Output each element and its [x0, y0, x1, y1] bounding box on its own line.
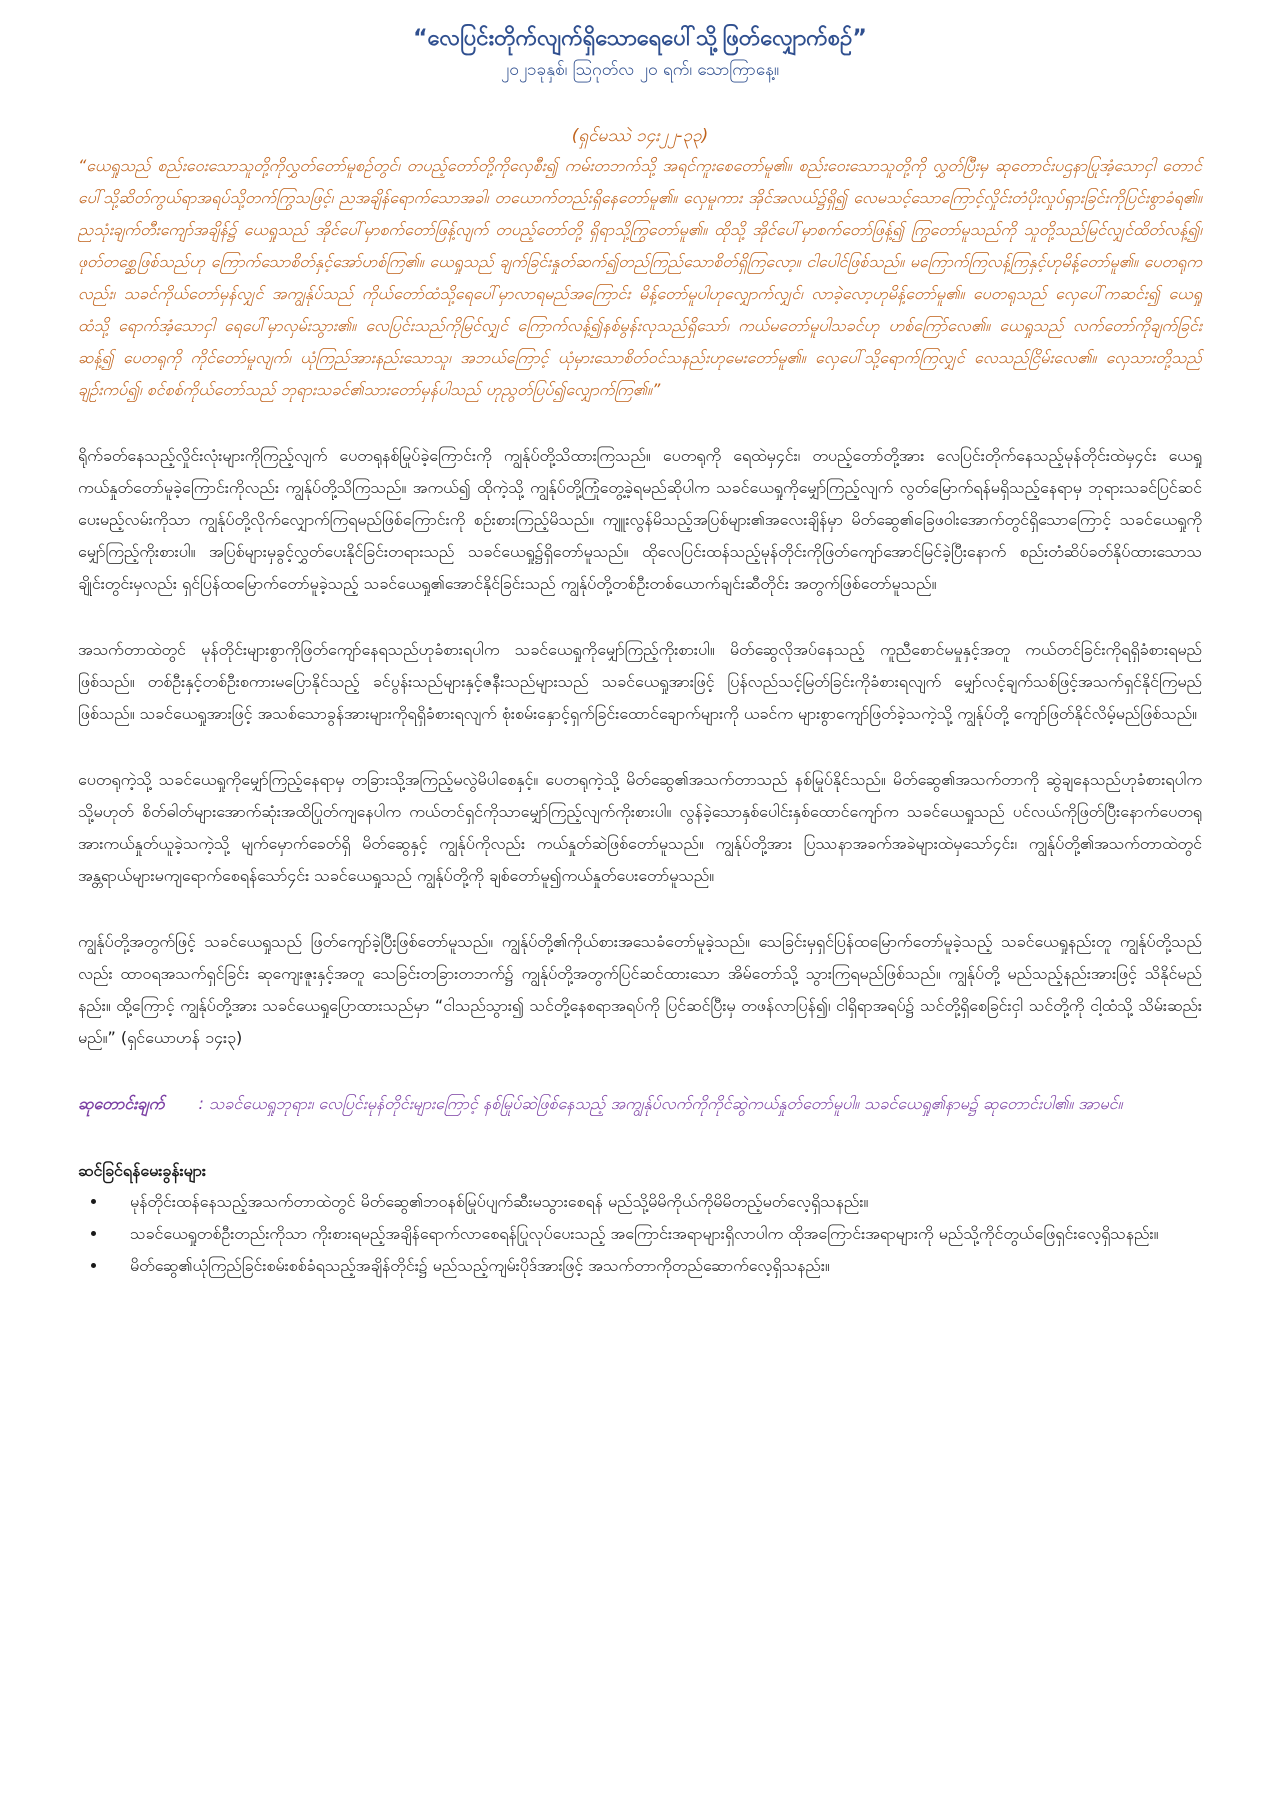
body-paragraph-4: ကျွန်ုပ်တို့အတွက်ဖြင့် သခင်ယေရှုသည် ဖြတ်ကျော်ခဲ့ပြီးဖြစ်တော်မူသည်။ ကျွန်ုပ်တို့၏ကိုယ်စားအသေခံတော်မူခဲ့သည်။ သေခြင်းမှရှင်ပြန်ထမြောက်တော်မူခဲ့သည့် သခင်ယေရှုနည်းတူ ကျွန်ုပ်တို့သည်လည်း ထာဝရအသက်ရှင်ခြင်း ဆုကျေးဇူးနှင့်အတူ သေခြင်းတခြားတဘက်၌ ကျွန်ုပ်တို့အတွက်ပြင်ဆင်ထားသော အိမ်တော်သို့ သွားကြရမည်ဖြစ်သည်။ ကျွန်ုပ်တို့ မည်သည့်နည်းအားဖြင့် သိနိုင်မည်နည်း။ ထို့ကြောင့် ကျွန်ုပ်တို့အား သခင်ယေရှုပြောထားသည်မှာ “ငါသည်သွား၍ သင်တို့နေစရာအရပ်ကို ပြင်ဆင်ပြီးမှ တဖန်လာပြန်၍၊ ငါရှိရာအရပ်၌ သင်တို့ရှိစေခြင်းငှါ သင်တို့ကို ငါ့ထံသို့ သိမ်းဆည်းမည်။” (ရှင်ယောဟန် ၁၄း၃): [78, 932, 1202, 1047]
body-paragraph-1: ရိုက်ခတ်နေသည့်လှိုင်းလုံးများကိုကြည့်လျက် ပေတရုနစ်မြုပ်ခဲ့ကြောင်းကို ကျွန်ုပ်တို့သိထားကြသည်။ ပေတရုကို ရေထဲမှ၄င်း၊ တပည့်တော်တို့အား လေပြင်းတိုက်နေသည့်မုန်တိုင်းထဲမှ၄င်း ယေရှုကယ်နှုတ်တော်မူခဲ့ကြောင်းကိုလည်း ကျွန်ုပ်တို့သိကြသည်။ အကယ်၍ ထိုကဲ့သို့ ကျွန်ုပ်တို့ကြုံတွေ့ခဲ့ရမည်ဆိုပါက သခင်ယေရှုကိုမျှော်ကြည့်လျက် လွတ်မြောက်ရန်မရှိသည့်နေရာမှ ဘုရားသခင်ပြင်ဆင်ပေးမည့်လမ်းကိုသာ ကျွန်ုပ်တို့လိုက်လျှောက်ကြရမည်ဖြစ်ကြောင်းကို စဉ်းစားကြည့်မိသည်။ ကျူးလွန်မိသည့်အပြစ်များ၏အလေးချိန်မှာ မိတ်ဆွေ၏ခြေဖဝါးအောက်တွင်ရှိသောကြောင့် သခင်ယေရှုကိုမျှော်ကြည့်ကိုးစားပါ။ အပြစ်များမှခွင့်လွှတ်ပေးနိုင်ခြင်းတရားသည် သခင်ယေရှု၌ရှိတော်မူသည်။ ထိုလေပြင်းထန်သည့်မုန်တိုင်းကိုဖြတ်ကျော်အောင်မြင်ခဲ့ပြီးနောက် စည်းတံဆိပ်ခတ်နိုပ်ထားသောသချိုင်းတွင်းမှလည်း ရှင်ပြန်ထမြောက်တော်မူခဲ့သည့် သခင်ယေရှု၏အောင်နိုင်ခြင်းသည် ကျွန်ုပ်တို့တစ်ဦးတစ်ယောက်ချင်းဆီတိုင်း အတွက်ဖြစ်တော်မူသည်။: [78, 446, 1202, 593]
questions-list: [78, 1186, 1202, 1282]
prayer-label: ဆုတောင်းချက်: [78, 1094, 165, 1113]
prayer-text: : သခင်ယေရှုဘုရား၊ လေပြင်းမုန်တိုင်းများကြောင့် နစ်မြုပ်ဆဲဖြစ်နေသည့် အကျွန်ုပ်လက်ကိုကိုင်ဆွဲကယ်နှုတ်တော်မူပါ။ သခင်ယေရှု၏နာမ၌ ဆုတောင်းပါ၏။ အာမင်။: [198, 1094, 1123, 1113]
body-paragraph-3: ပေတရုကဲ့သို့ သခင်ယေရှုကိုမျှော်ကြည့်နေရာမှ တခြားသို့အကြည့်မလွဲမိပါစေနှင့်။ ပေတရုကဲ့သို့ မိတ်ဆွေ၏အသက်တာသည် နစ်မြုပ်နိုင်သည်။ မိတ်ဆွေ၏အသက်တာကို ဆွဲချနေသည်ဟုခံစားရပါက သို့မဟုတ် စိတ်ဓါတ်များအောက်ဆုံးအထိပြုတ်ကျနေပါက ကယ်တင်ရှင်ကိုသာမျှော်ကြည့်လျက်ကိုးစားပါ။ လွန်ခဲ့သောနှစ်ပေါင်းနှစ်ထောင်ကျော်က သခင်ယေရှုသည် ပင်လယ်ကိုဖြတ်ပြီးနောက်ပေတရုအားကယ်နှုတ်ယူခဲ့သကဲ့သို့ မျက်မှောက်ခေတ်ရှိ မိတ်ဆွေနှင့် ကျွန်ုပ်ကိုလည်း ကယ်နှုတ်ဆဲဖြစ်တော်မူသည်။ ကျွန်ုပ်တို့အား ပြဿနာအခက်အခဲများထဲမှသော်၄င်း၊ ကျွန်ုပ်တို့၏အသက်တာထဲတွင် အန္တရာယ်များမကျရောက်စေရန်သော်၄င်း သခင်ယေရှုသည် ကျွန်ုပ်တို့ကို ချစ်တော်မူ၍ကယ်နှုတ်ပေးတော်မူသည်။: [78, 770, 1202, 885]
body-paragraph-2: အသက်တာထဲတွင် မုန်တိုင်းများစွာကိုဖြတ်ကျော်နေရသည်ဟုခံစားရပါက သခင်ယေရှုကိုမျှော်ကြည့်ကိုးစားပါ။ မိတ်ဆွေလိုအပ်နေသည့် ကူညီစောင်မမှုနှင့်အတူ ကယ်တင်ခြင်းကိုရရှိခံစားရမည်ဖြစ်သည်။ တစ်ဦးနှင့်တစ်ဦးစကားမပြောနိုင်သည့် ခင်ပွန်းသည်များနှင့်ဇနီးသည်များသည် သခင်ယေရှုအားဖြင့် ပြန်လည်သင့်မြတ်ခြင်းကိုခံစားရလျက် မျှော်လင့်ချက်သစ်ဖြင့်အသက်ရှင်နိုင်ကြမည်ဖြစ်သည်။ သခင်ယေရှုအားဖြင့် အသစ်သောခွန်အားများကိုရရှိခံစားရလျက် စုံးစမ်းနှောင့်ရှက်ခြင်းထောင်ချောက်များကို ယခင်က များစွာကျော်ဖြတ်ခဲ့သကဲ့သို့ ကျွန်ုပ်တို့ ကျော်ဖြတ်နိုင်လိမ့်မည်ဖြစ်သည်။: [78, 640, 1202, 723]
question-item: • သခင်ယေရှုတစ်ဦးတည်းကိုသာ ကိုးစားရမည့်အချိန်ရောက်လာစေရန်ပြုလုပ်ပေးသည့် အကြောင်းအရာများရှိလာပါက ထိုအကြောင်းအရာများကို မည်သို့ကိုင်တွယ်ဖြေရှင်းလေ့ရှိသနည်း။: [108, 1218, 1202, 1250]
question-item: • မုန်တိုင်းထန်နေသည့်အသက်တာထဲတွင် မိတ်ဆွေ၏ဘဝနစ်မြုပ်ပျက်ဆီးမသွားစေရန် မည်သို့မိမိကိုယ်ကိုမိမိတည့်မတ်လေ့ရှိသနည်း။: [108, 1186, 1202, 1218]
page-title: “လေပြင်းတိုက်လျက်ရှိသောရေပေါ်သို့ဖြတ်လျှောက်စဉ်”: [413, 26, 867, 51]
scripture-reference: (ရှင်မဿဲ ၁၄း၂၂-၃၃): [571, 126, 709, 146]
date-line: ၂၀၂၁ခုနှစ်၊ ဩဂုတ်လ ၂၀ ရက်၊ သောကြာနေ့။: [500, 60, 780, 80]
scripture-passage: “ယေရှုသည် စည်းဝေးသောသူတို့ကိုလွှတ်တော်မူစဉ်တွင်၊ တပည့်တော်တို့ကိုလှေစီး၍ ကမ်းတဘက်သို့ အရင်ကူးစေတော်မူ၏။ စည်းဝေးသောသူတို့ကို လွှတ်ပြီးမှ ဆုတောင်းပဌနာပြုအံ့သောငှါ တောင်ပေါ်သို့ဆိတ်ကွယ်ရာအရပ်သို့တက်ကြွသဖြင့်၊ ညအချိန်ရောက်သောအခါ၊ တယောက်တည်းရှိနေတော်မူ၏။ လှေမူကား အိုင်အလယ်၌ရှိ၍ လေမသင့်သောကြောင့်လှိုင်းတံပိုးလှုပ်ရှားခြင်းကိုပြင်းစွာခံရ၏။ ညသုံးချက်တီးကျော်အချိန်၌ ယေရှုသည် အိုင်ပေါ်မှာစက်တော်ဖြန့်လျက် တပည့်တော်တို့ ရှိရာသို့ကြွတော်မူ၏။ ထိုသို့ အိုင်ပေါ်မှာစက်တော်ဖြန့်၍ ကြွတော်မူသည်ကို သူတို့သည်မြင်လျှင်ထိတ်လန့်၍၊ ဖုတ်တစ္ဆေဖြစ်သည်ဟု ကြောက်သောစိတ်နှင့်အော်ဟစ်ကြ၏။ ယေရှုသည် ချက်ခြင်းနှုတ်ဆက်၍တည်ကြည်သောစိတ်ရှိကြလော့။ ငါပေါင်ဖြစ်သည်။ မကြောက်ကြလန့်ကြနှင့်ဟုမိန့်တော်မူ၏။ ပေတရုကလည်း၊ သခင်ကိုယ်တော်မှန်လျှင် အကျွန်ုပ်သည် ကိုယ်တော်ထံသို့ရေပေါ်မှာလာရမည်အကြောင်း မိန့်တော်မူပါဟုလျှောက်လျှင်၊ လာခဲ့လော့ဟုမိန့်တော်မူ၏။ ပေတရုသည် လှေပေါ်ကဆင်း၍ ယေရှုထံသို့ ရောက်အံ့သောငှါ ရေပေါ်မှာလှမ်းသွား၏။ လေပြင်းသည်ကိုမြင်လျှင် ကြောက်လန့်၍နစ်မွန်းလုသည်ရှိသော်၊ ကယ်မတော်မူပါသခင်ဟု ဟစ်ကြော်လေ၏။ ယေရှုသည် လက်တော်ကိုချက်ခြင်းဆန့်၍ ပေတရုကို ကိုင်တော်မူလျက်၊ ယုံကြည်အားနည်းသောသူ၊ အဘယ်ကြောင့် ယုံမှားသောစိတ်ဝင်သနည်းဟုမေးတော်မူ၏။ လှေပေါ်သို့ရောက်ကြလျှင် လေသည်ငြိမ်းလေ၏။ လှေသားတို့သည်ချဉ်းကပ်၍၊ စင်စစ်ကိုယ်တော်သည် ဘုရားသခင်၏သားတော်မှန်ပါသည် ဟုညွတ်ပြပ်၍လျှောက်ကြ၏။”: [78, 156, 1202, 399]
prayer-block: [78, 1088, 1202, 1120]
question-item: • မိတ်ဆွေ၏ယုံကြည်ခြင်းစမ်းစစ်ခံရသည့်အချိန်တိုင်း၌ မည်သည့်ကျမ်းပိုဒ်အားဖြင့် အသက်တာကိုတည်ဆောက်လေ့ရှိသနည်း။: [108, 1250, 1202, 1282]
questions-heading: ဆင်ခြင်ရန်မေးခွန်းများ: [78, 1161, 206, 1180]
